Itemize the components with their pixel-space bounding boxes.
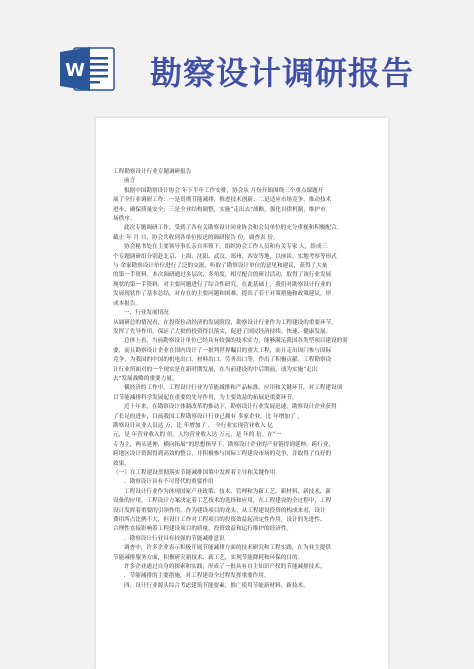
- text-line: 勘察设计从业人员达 万，比 年增加了 ， 全行业实现营业收入 亿: [113, 422, 273, 429]
- subsection-heading: ．勘察设计具有不可替代的重要作用: [124, 479, 214, 486]
- text-line: 发挥了先导作用，保证了大批的投资得以落实，促进了国民经济持续、快速、健康发展。: [113, 328, 332, 335]
- text-line: 四、设计行业源头综合考虑建筑节能要素，推广使用节能新材料、新技术。: [124, 582, 309, 589]
- text-line: 进步，确保质量安全；三是全业结构调整，实施“走出去”战略，强化自律机制，维护市: [113, 206, 326, 213]
- text-line: 截止 年 月 日，协会共收到各单位报送的调研报告 份，调查表 份。: [113, 234, 279, 241]
- text-line: ．节能减排的主要措施，对工程建设全过程发挥重要作用。: [124, 573, 270, 580]
- text-line: 近十年来，在勘察设计体制改革的推动下，勘察设计行业发展迅速。勘察设计企业获得: [124, 404, 337, 411]
- text-line: 协会秘书处在主要领导事长亲自率领下，组织协会工作人员和有关专家 人，组成三: [124, 244, 328, 251]
- text-line: 场秩序。: [113, 216, 136, 223]
- doc-title: 工程勘察设计行业专题调研报告: [113, 169, 192, 175]
- text-line: 现状的第一手资料，对主要问题进行了综合性研究。在此基础上，我们对勘察设计行业的: [113, 281, 332, 288]
- text-line: 总体上看，当前勘察设计单位已经具有较强的技术实力，能够满足我国各类型项目建设的需: [124, 338, 348, 345]
- section-heading: 一、行业发展情况: [124, 310, 169, 317]
- text-line: 效果。: [113, 460, 130, 467]
- text-line: 成本报告。: [113, 300, 141, 307]
- text-line: 个专题调研组分别赴北京、上海、沈阳、武汉、郑州、西安等地，以座谈、实地考察等形式: [113, 253, 337, 260]
- text-line: 根据中国勘察设计协会 年下半年工作安排，协会从 月份开始围绕三个重点课题开: [124, 187, 324, 194]
- text-line: 节能减排服务方面，积极研究新技术、新工艺，实现节能降耗和环保的目的。: [113, 554, 304, 561]
- text-line: 工程设计行业作为体现国家产业政策、技术、管理和为新工艺、新材料、新技术、新: [124, 488, 331, 495]
- section-heading: （一）在工程建设贯彻落实节能减排国策中发挥着主导和关键作用: [113, 470, 276, 476]
- text-line: 设备的应用，工程设计方案决定着工艺技术的选择和应用，在工程建设的全过程中，工程: [113, 498, 332, 505]
- text-line: 发展现状作了基本总结，对存在的主要问题和困难，提出了若干对策措施和政策建议，形: [113, 291, 332, 298]
- page-title: 勘察设计调研报告: [150, 54, 415, 92]
- text-line: 设计发挥着重要的引领作用，作为建设项目的龙头。从工程建设投资的构成来看，设计: [113, 507, 326, 514]
- text-line: 去”发展战略的重要力量。: [113, 375, 178, 382]
- subsection-heading: ．勘察设计行业具有较强的节能减排意识: [124, 535, 225, 542]
- text-line: 专为主，两头延伸，横向拓展”的思想指导下，勘察设计企业的产业链得到延伸，跨行业，: [113, 441, 335, 448]
- text-line: 与 余家勘察设计单位进行了泛的交流，听取了勘察设计单位的意见和建议，获得了大量: [113, 263, 328, 270]
- text-line: 横经济的工作中，工程设计行业为节能减排和产品标准，应用和关键环节，对工程建设项: [124, 385, 343, 392]
- text-line: 费用所占比例不大，但设计工作对工程项目的投资效益起决定性作用，设计的先进性、: [113, 517, 326, 524]
- document-body: [113, 168, 375, 591]
- text-line: 许多企业通过自身的探索和实践，形成了一批具有自主知识产权的节能减排技术。: [124, 564, 326, 571]
- text-line: 从调研总的情况看，在投资拉动经济的发展阶段，勘察设计行业作为工程建设的重要环节，: [113, 319, 337, 326]
- text-line: 展了全行业调研工作：一是贯彻节能减排，推进技术创新；二是适应市场竞争，推动技术: [113, 197, 332, 204]
- header: [0, 0, 474, 118]
- heading-preface: 前言: [124, 178, 136, 185]
- word-icon: [60, 46, 116, 92]
- text-line: 此次专题调研工作，受到了各有关勘察设计同业协会和会员单位的充分重视和积极配合。: [124, 225, 343, 232]
- text-line: 了长足的进步，目前我国工程勘察设计行业已拥有 多家企业。比 年增加了 ，: [113, 413, 303, 420]
- svg-text:W: W: [65, 60, 85, 81]
- text-line: 调查中，许多企业表示积极开展节能减排方面的技术研究和工程实践，在为业主提供: [124, 545, 331, 552]
- text-line: 计行业所面对的一个现实是在新时期发展，在当前建设的中后期前，成为实施“走出: [113, 366, 318, 373]
- text-line: 的第一手资料。本次调研通过多层次、多角度，相互配合的研讨活动，取得了该行业发展: [113, 272, 332, 279]
- text-line: 目节能减排科学发展起在重要的先导作用，为主要效益的拓展是重要环节。: [113, 394, 298, 401]
- text-line: 竞争，为我国的中国的机电出口、材料出口、劳务出口等，作出了积极贡献。工程勘察设: [113, 357, 332, 364]
- text-line: 要，而且勘察设计企业在国内设计了一批判世界瞩目的重大工程，而且走出国门参与国际: [113, 347, 332, 354]
- text-line: 合理性直接影响着工程建设项目的质量、投资效益和运行维护的经济性。: [113, 526, 293, 533]
- text-line: 元，是 年营业收入的 倍。人均营业收入达 万元，是 年的 倍。在“一: [113, 432, 282, 439]
- text-line: 跨地区设计资源得到高效的整合，并积极参与国际工程建设市场的竞争，并取得了良好的: [113, 451, 332, 458]
